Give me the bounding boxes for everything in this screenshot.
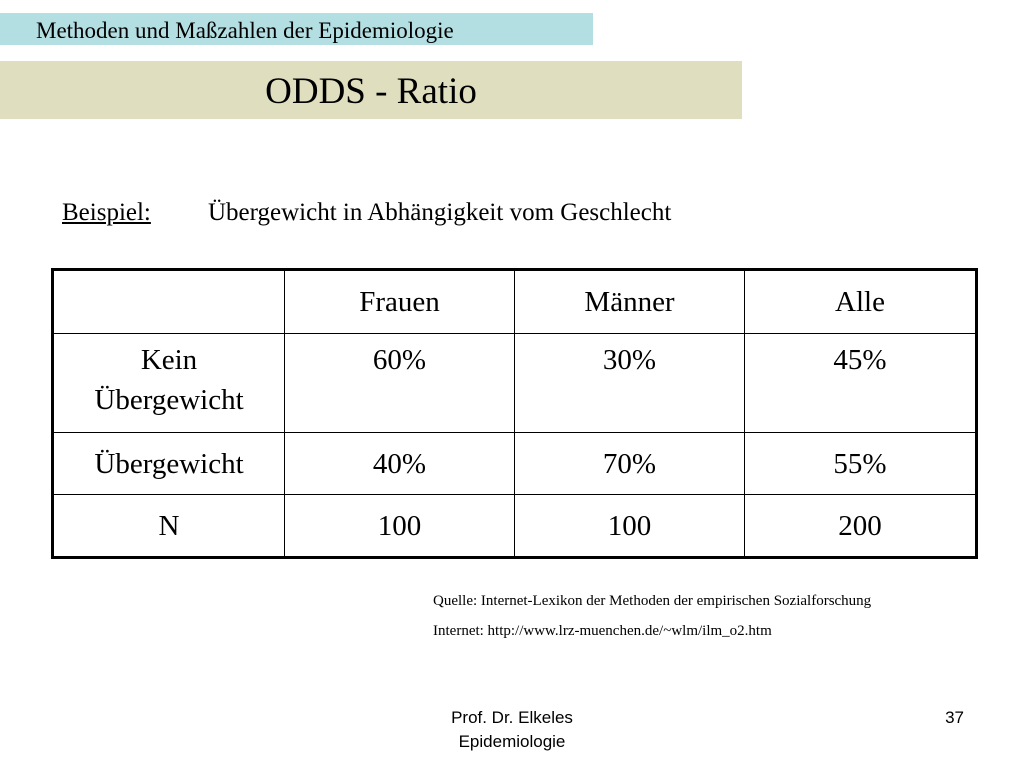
footer-author-block [412, 706, 612, 754]
footer-author: Prof. Dr. Elkeles [451, 708, 573, 727]
table-row [53, 495, 977, 558]
table-cell: 40% [285, 433, 515, 495]
source-url: Internet: http://www.lrz-muenchen.de/~wlm/ilm_o2.htm [433, 623, 772, 639]
row-label-line: N [158, 509, 180, 542]
table-cell: 60% [285, 334, 515, 433]
table-cell: 200 [745, 495, 977, 558]
odds-ratio-table [51, 268, 978, 559]
table-header-cell-frauen: Frauen [285, 270, 515, 334]
row-label-line: Übergewicht [94, 447, 244, 480]
slide-title: ODDS - Ratio [265, 71, 477, 112]
table-header-row [53, 270, 977, 334]
example-description: Übergewicht in Abhängigkeit vom Geschlecht [208, 199, 672, 226]
table-cell: 45% [745, 334, 977, 433]
table-cell: 70% [515, 433, 745, 495]
table-row [53, 433, 977, 495]
table-header-cell-alle: Alle [745, 270, 977, 334]
table-header-cell-maenner: Männer [515, 270, 745, 334]
course-title: Methoden und Maßzahlen der Epidemiologie [36, 18, 454, 43]
source-citation: Quelle: Internet-Lexikon der Methoden der empirischen Sozialforschung [433, 593, 872, 609]
table-cell: 55% [745, 433, 977, 495]
row-label-uebergewicht [53, 433, 285, 495]
row-label-kein-uebergewicht [53, 334, 285, 433]
row-label-line: Kein [140, 344, 198, 376]
table-cell: 100 [515, 495, 745, 558]
table-header-cell [53, 270, 285, 334]
table-row [53, 334, 977, 433]
table-cell: 100 [285, 495, 515, 558]
row-label-n [53, 495, 285, 558]
row-label-line: Übergewicht [94, 384, 244, 416]
footer-subject: Epidemiologie [458, 732, 566, 751]
table-cell: 30% [515, 334, 745, 433]
page-number: 37 [945, 708, 964, 727]
example-label: Beispiel: [62, 199, 151, 226]
